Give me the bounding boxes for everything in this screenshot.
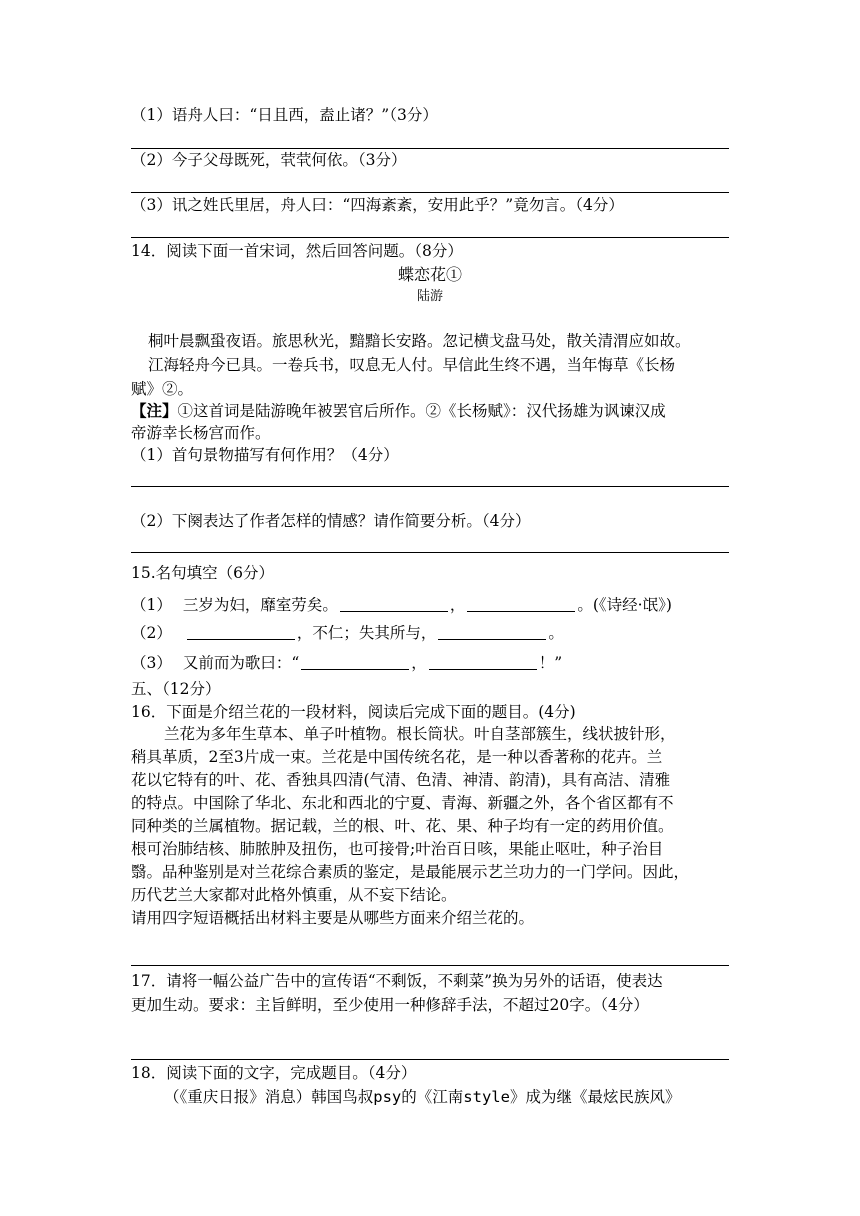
answer-line [131,192,729,193]
q13-item-3: （3）讯之姓氏里居，舟人曰：“四海紊紊，安用此乎？”竟勿言。（4分） [131,196,624,214]
q18-text-style: style [463,1088,510,1106]
q16-para-line: 翳。品种鉴别是对兰花综合素质的鉴定，是最能展示艺兰功力的一门学问。因此， [131,863,690,881]
punct: ， [449,596,466,614]
q18-text-psy: psy [373,1088,402,1106]
q18-text [164,1086,680,1108]
answer-line [131,965,729,966]
fill-blank[interactable] [467,595,575,612]
fill-blank[interactable] [429,653,537,670]
q16-para-line: 稍具革质，2至3片成一束。兰花是中国传统名花，是一种以香著称的花卉。兰 [131,748,663,766]
q15-num-1: （1） [131,596,172,614]
q18-text-a: （《重庆日报》消息）韩国鸟叔 [164,1088,374,1106]
note-bracket: 【注】 [131,401,178,420]
q15-line-3 [131,652,562,674]
poem-line-1: 桐叶晨飘蛩夜语。旅思秋光，黯黯长安路。忽记横戈盘马处，散关清渭应如故。 [148,332,691,350]
q13-item-1: （1）语舟人曰：“日且西，盍止诸？”（3分） [131,106,438,124]
q16-para-line: 兰花为多年生草本、单子叶植物。根长筒状。叶自茎部簇生，线状披针形， [164,725,676,743]
q13-item-2: （2）今子父母既死，茕茕何依。（3分） [131,151,407,169]
answer-line [131,1059,729,1060]
poem-line-2: 江海轻舟今已具。一卷兵书，叹息无人付。早信此生终不遇，当年悔草《长杨 [148,356,676,374]
q15-heading: 15.名句填空（6分） [131,564,275,582]
q17-line-1: 17．请将一幅公益广告中的宣传语“不剩饭，不剩菜”换为另外的话语，使表达 [131,972,663,990]
fill-blank[interactable] [438,623,546,640]
punct: ， [411,654,427,672]
q16-para-line: 历代艺兰大家都对此格外慎重，从不妄下结论。 [131,886,457,904]
answer-line [131,486,729,487]
fill-blank[interactable] [340,595,448,612]
punct: 。 [548,624,564,642]
q16-para-line: 的特点。中国除了华北、东北和西北的宁夏、青海、新疆之外，各个省区都有不 [131,794,674,812]
q15-text-1: 三岁为妇，靡室劳矣。 [182,596,338,614]
q18-text-c: 》成为继《最炫民族风》 [509,1088,681,1106]
q15-source-1: 。(《诗经·氓》) [577,596,672,614]
poem-note-line-2: 帝游幸长杨宫而作。 [131,424,271,442]
q15-line-2 [131,622,564,644]
q17-line-2: 更加生动。要求：主旨鲜明，至少使用一种修辞手法，不超过20字。（4分） [131,996,649,1014]
q14-heading: 14．阅读下面一首宋词，然后回答问题。（8分） [131,242,463,260]
punct: ！” [538,654,563,672]
answer-line [131,237,729,238]
poem-line-3: 赋》②。 [131,380,194,398]
section-five-heading: 五、（12分） [131,680,221,698]
poem-author: 陆游 [416,289,443,304]
fill-blank[interactable] [187,623,295,640]
q16-para-line: 根可治肺结核、肺脓肿及扭伤，也可接骨;叶治百日咳，果能止呕吐，种子治目 [131,840,664,858]
q14-sub-2: （2）下阕表达了作者怎样的情感？请作简要分析。（4分） [131,512,531,530]
poem-title: 蝶恋花① [397,265,462,284]
q15-text-2: ，不仁；失其所与， [296,624,437,642]
q14-sub-1: （1）首句景物描写有何作用？（4分） [131,446,399,464]
q15-text-3: 又前而为歌曰：“ [182,654,300,672]
q18-heading: 18．阅读下面的文字，完成题目。（4分） [131,1064,417,1082]
q15-num-2: （2） [131,624,172,642]
note-text: ①这首词是陆游晚年被罢官后所作。②《长杨赋》：汉代扬雄为讽谏汉成 [177,402,666,420]
answer-line [131,552,729,553]
q15-line-1 [131,594,672,616]
poem-note-line-1 [131,400,666,422]
q16-para-line: 同种类的兰属植物。据记载，兰的根、叶、花、果、种子均有一定的药用价值。 [131,817,674,835]
fill-blank[interactable] [301,653,409,670]
q18-text-b: 的《江南 [401,1088,464,1106]
q15-num-3: （3） [131,654,172,672]
q16-ask: 请用四字短语概括出材料主要是从哪些方面来介绍兰花的。 [131,909,535,927]
q16-para-line: 花以它特有的叶、花、香独具四清(气清、色清、神清、韵清)，具有高洁、清雅 [131,771,671,789]
q16-heading: 16．下面是介绍兰花的一段材料，阅读后完成下面的题目。(4分) [131,703,576,721]
